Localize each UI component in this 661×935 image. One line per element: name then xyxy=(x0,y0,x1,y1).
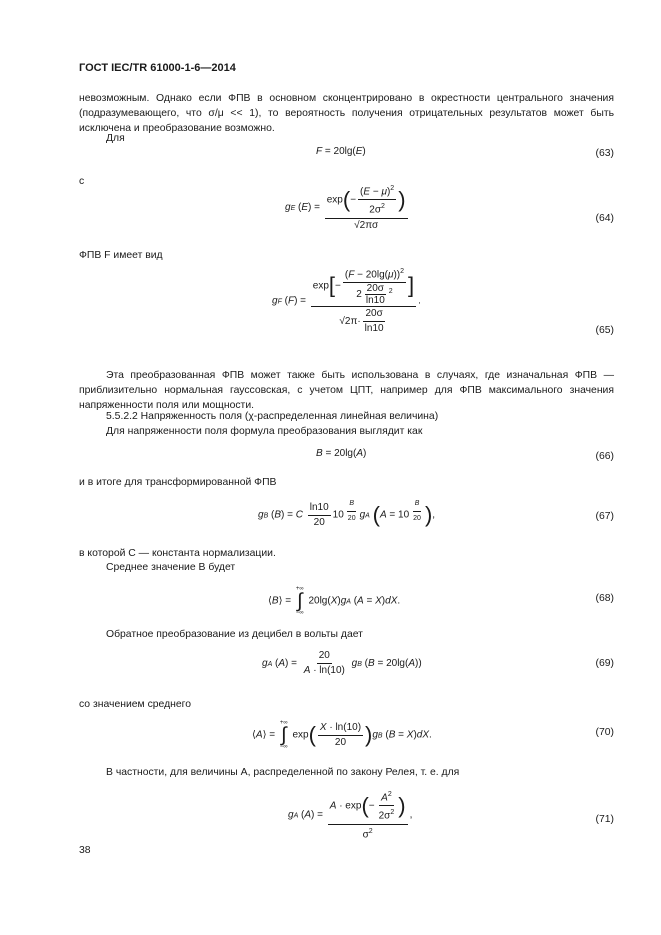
paragraph-finally: и в итоге для трансформированной ФПВ xyxy=(79,477,277,488)
equation-number-71: (71) xyxy=(595,814,614,825)
paragraph-mean-b: Среднее значение B будет xyxy=(106,562,236,573)
equation-71: gA (A) = A · exp(− $\frac{A^2}{2\sigma^2}$ ) $\sigma^2$ , xyxy=(288,791,413,840)
equation-70: ⟨A⟩ = +∞ ∫ −∞ exp( $\frac{X \cdot \ln(10)}{20}$ )gB (B = X)dX. xyxy=(252,720,432,750)
section-heading-5-5-2-2: 5.5.2.2 Напряженность поля (χ-распределенная линейная величина) xyxy=(106,411,439,422)
page-header: ГОСТ IEC/TR 61000-1-6—2014 xyxy=(79,62,236,74)
paragraph-mean-value: со значением среднего xyxy=(79,699,192,710)
paragraph-rayleigh: В частности, для величины A, распределенной по закону Релея, т. е. для xyxy=(106,767,460,778)
paragraph-transformed-pdf: Эта преобразованная ФПВ может также быть использована в случаях, где изначальная ФПВ — приблизительно нормальная гауссовская, с учетом ЦПТ, например для ФПВ максимального значения напряженности поля или мощности. xyxy=(79,370,614,411)
equation-66: B = 20lg(A) xyxy=(316,448,367,459)
equation-64: gE (E) = exp(− $\frac{(E - \mu)^2}{2\sigma^2}$ ) √2πσ xyxy=(285,185,406,231)
equation-63: F = 20lg(E) xyxy=(316,146,366,157)
equation-number-63: (63) xyxy=(595,148,614,159)
equation-68: ⟨B⟩ = +∞ ∫ −∞ 20lg(X)gA (A = X)dX. xyxy=(268,586,401,616)
paragraph-field-formula: Для напряженности поля формула преобразования выглядит как xyxy=(106,426,423,437)
page-number: 38 xyxy=(79,845,91,856)
equation-number-68: (68) xyxy=(595,593,614,604)
equation-number-69: (69) xyxy=(595,658,614,669)
equation-number-67: (67) xyxy=(595,511,614,522)
equation-number-64: (64) xyxy=(595,213,614,224)
equation-67: gB (B) = C $\frac{\ln 10}{20}$ 10 $^{\frac{B}{20}}$ gA (A = 10 $^{\frac{B}{20}}$ ), xyxy=(258,500,436,528)
paragraph-reverse: Обратное преобразование из децибел в вольты дает xyxy=(106,629,363,640)
equation-number-65: (65) xyxy=(595,325,614,336)
equation-65: gF (F) = exp[− $(F - 20\lg(\mu))^2$ 2 $\frac{20\sigma}{\ln 10}$ $^2$ ] √2π· $\frac{20\sigma}{\ln 10}$ . xyxy=(272,268,421,335)
paragraph-normalization: в которой C — константа нормализации. xyxy=(79,548,276,559)
equation-number-66: (66) xyxy=(595,451,614,462)
paragraph-for: Для xyxy=(106,133,125,144)
equation-69: gA (A) = $\frac{20}{A \cdot \ln(10)}$ gB (B = 20lg(A)) xyxy=(262,650,422,676)
paragraph-with: с xyxy=(79,176,85,187)
equation-number-70: (70) xyxy=(595,727,614,738)
paragraph-pdf-form: ФПВ F имеет вид xyxy=(79,250,163,261)
paragraph-intro: невозможным. Однако если ФПВ в основном сконцентрировано в окрестности центрального значения (подразумевающего, что σ/μ << 1), то вероятность получения отрицательных результатов может быть исключена и преобразование возможно. xyxy=(79,93,614,134)
